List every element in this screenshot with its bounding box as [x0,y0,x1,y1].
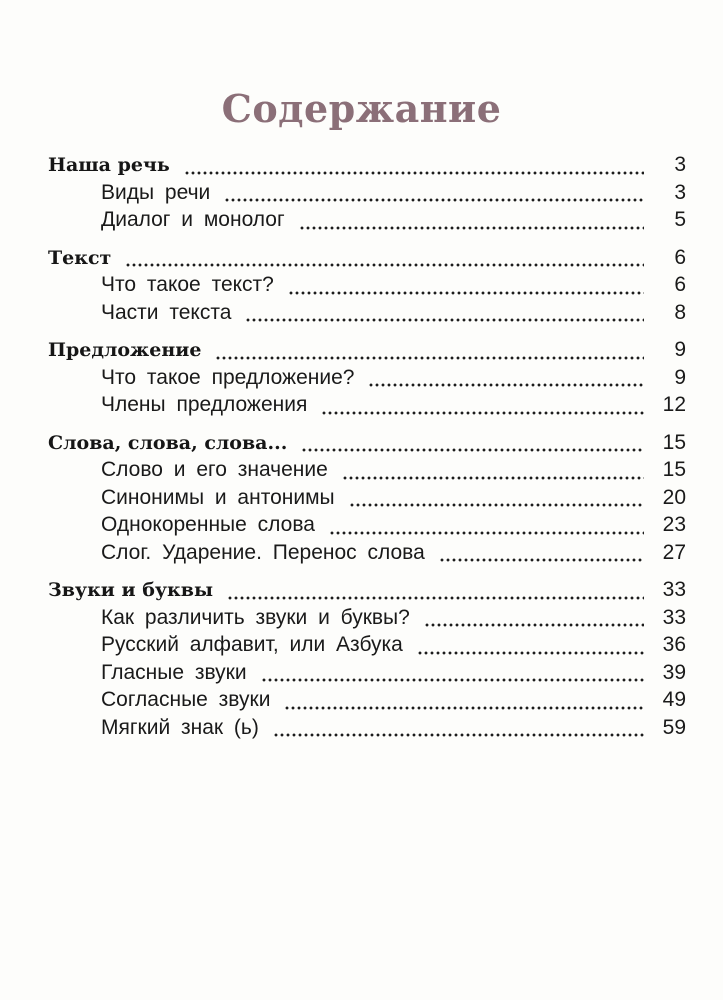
dot-leader [349,502,644,508]
toc-page-number: 5 [674,208,686,231]
toc-page-number: 33 [662,605,686,629]
toc-subsection-row[interactable] [48,513,686,541]
dot-leader [417,650,644,656]
toc-page-number: 49 [662,688,686,711]
toc-page-number: 33 [662,578,686,601]
dot-leader [301,447,644,453]
page-title: Содержание [221,86,502,131]
toc-page-number: 59 [662,715,686,739]
toc-entry-label: Что такое текст? [101,273,274,296]
toc-entry-label: Слог. Ударение. Перенос слова [101,540,425,564]
toc-page-number: 9 [674,365,686,389]
toc-section-row[interactable] [48,338,686,366]
toc-subsection-row[interactable] [48,633,686,661]
toc-subsection-row[interactable] [48,716,686,744]
toc-subsection-row[interactable] [48,541,686,569]
toc-entry-label: Виды речи [101,180,211,204]
toc-page-number: 6 [674,273,686,296]
toc-page-number: 3 [674,153,686,176]
toc-subsection-row[interactable] [48,366,686,394]
toc-page-number: 23 [662,513,686,536]
dot-leader [224,197,644,203]
toc-entry-label: Предложение [48,339,202,361]
toc-entry-label: Звуки и буквы [48,579,214,601]
dot-leader [245,317,644,323]
toc-page-number: 15 [662,458,686,481]
dot-leader [261,677,644,683]
toc-page-number: 8 [674,300,686,324]
toc-entry-label: Как различить звуки и буквы? [101,605,410,629]
toc-entry-label: Согласные звуки [101,688,271,711]
toc-subsection-row[interactable] [48,688,686,716]
toc-entry-label: Части текста [101,300,232,324]
toc-subsection-row[interactable] [48,606,686,634]
dot-leader [439,557,644,563]
dot-leader [284,705,644,711]
dot-leader [321,410,644,416]
toc-entry-label: Текст [48,246,112,269]
toc-page-number: 27 [662,540,686,564]
toc-page-number: 20 [662,485,686,509]
toc-page-number: 12 [662,393,686,416]
toc-page-number: 39 [662,660,686,684]
toc-section-row[interactable] [48,578,686,606]
toc-subsection-row[interactable] [48,181,686,209]
toc-page-number: 6 [674,245,686,269]
toc-entry-label: Диалог и монолог [101,208,285,231]
toc-section-row[interactable] [48,153,686,181]
table-of-contents [48,153,686,743]
dot-leader [368,382,644,388]
toc-subsection-row[interactable] [48,208,686,236]
toc-page-number: 36 [662,633,686,656]
toc-subsection-row[interactable] [48,273,686,301]
dot-leader [299,225,644,231]
dot-leader [215,355,644,361]
toc-page-number: 15 [662,430,686,454]
toc-entry-label: Мягкий знак (ь) [101,715,259,739]
toc-subsection-row[interactable] [48,486,686,514]
dot-leader [184,170,644,176]
toc-entry-label: Что такое предложение? [101,365,355,389]
dot-leader [227,595,644,601]
toc-subsection-row[interactable] [48,301,686,329]
toc-section-row[interactable] [48,246,686,274]
toc-entry-label: Наша речь [48,154,170,176]
toc-page-number: 9 [674,338,686,361]
toc-entry-label: Слово и его значение [101,458,328,481]
toc-entry-label: Синонимы и антонимы [101,485,335,509]
toc-page-number: 3 [674,180,686,204]
toc-subsection-row[interactable] [48,458,686,486]
toc-entry-label: Слова, слова, слова... [48,431,288,454]
dot-leader [273,732,644,738]
toc-subsection-row[interactable] [48,661,686,689]
dot-leader [342,475,644,481]
toc-entry-label: Гласные звуки [101,660,247,684]
dot-leader [125,262,644,268]
dot-leader [288,290,644,296]
toc-entry-label: Однокоренные слова [101,513,315,536]
toc-entry-label: Члены предложения [101,393,308,416]
toc-subsection-row[interactable] [48,393,686,421]
dot-leader [329,530,644,536]
dot-leader [424,622,644,628]
toc-section-row[interactable] [48,431,686,459]
toc-entry-label: Русский алфавит, или Азбука [101,633,403,656]
